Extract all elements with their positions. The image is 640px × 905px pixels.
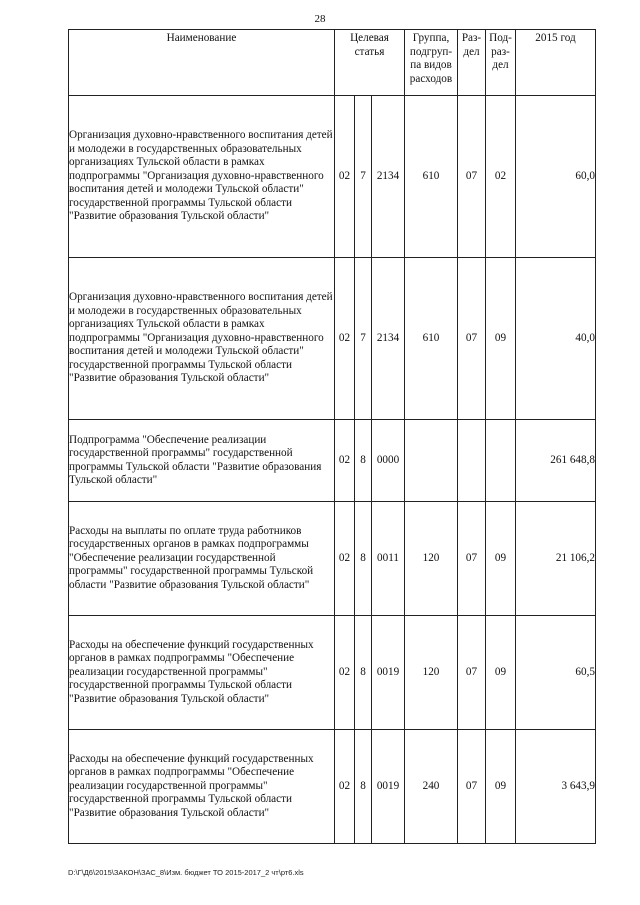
row-code-direction: 0000 — [372, 420, 405, 502]
header-section: Раз-дел — [458, 30, 486, 96]
row-subsection: 09 — [486, 258, 516, 420]
table-row — [69, 502, 596, 616]
row-section: 07 — [458, 502, 486, 616]
row-name: Расходы на обеспечение функций государственных органов в рамках подпрограммы "Обеспечение реализации государственной программы" государственной программы Тульской области "Развитие образования Тульской области" — [69, 730, 335, 844]
row-section: 07 — [458, 616, 486, 730]
row-code-subprogram: 7 — [355, 96, 372, 258]
row-code-subprogram: 7 — [355, 258, 372, 420]
row-group: 120 — [405, 616, 458, 730]
row-code-direction: 0019 — [372, 730, 405, 844]
row-amount: 60,5 — [516, 616, 596, 730]
row-section: 07 — [458, 96, 486, 258]
row-code-program: 02 — [335, 258, 355, 420]
row-group: 610 — [405, 258, 458, 420]
header-subsection: Под-раз-дел — [486, 30, 516, 96]
table-row — [69, 96, 596, 258]
table-row — [69, 420, 596, 502]
row-code-direction: 0011 — [372, 502, 405, 616]
row-code-subprogram: 8 — [355, 502, 372, 616]
row-group: 610 — [405, 96, 458, 258]
header-group: Группа, подгруп-па видов расходов — [405, 30, 458, 96]
row-amount: 60,0 — [516, 96, 596, 258]
row-name: Подпрограмма "Обеспечение реализации государственной программы" государственной программы Тульской области "Развитие образования Тульской области" — [69, 420, 335, 502]
row-code-subprogram: 8 — [355, 730, 372, 844]
row-section — [458, 420, 486, 502]
row-code-direction: 2134 — [372, 96, 405, 258]
row-group — [405, 420, 458, 502]
row-name: Организация духовно-нравственного воспитания детей и молодежи в государственных образовательных организациях Тульской области в рамках подпрограммы "Организация духовно-нравственного воспитания детей и молодежи Тульской области" государственной программы Тульской области "Развитие образования Тульской области" — [69, 96, 335, 258]
row-subsection: 09 — [486, 502, 516, 616]
row-group: 240 — [405, 730, 458, 844]
row-code-subprogram: 8 — [355, 616, 372, 730]
table-row — [69, 730, 596, 844]
row-code-direction: 2134 — [372, 258, 405, 420]
row-amount: 261 648,8 — [516, 420, 596, 502]
file-path-footer: D:\Г\Д6\2015\ЗАКОН\ЗАС_8\Изм. бюджет ТО 2015-2017_2 чт\рт6.xls — [68, 868, 304, 877]
header-target-article: Целевая статья — [335, 30, 405, 96]
table-header-row — [69, 30, 596, 96]
row-subsection — [486, 420, 516, 502]
row-code-program: 02 — [335, 730, 355, 844]
row-section: 07 — [458, 730, 486, 844]
row-code-program: 02 — [335, 502, 355, 616]
budget-table — [68, 29, 596, 844]
header-name: Наименование — [69, 30, 335, 96]
row-code-program: 02 — [335, 616, 355, 730]
row-code-program: 02 — [335, 420, 355, 502]
row-subsection: 02 — [486, 96, 516, 258]
row-name: Организация духовно-нравственного воспитания детей и молодежи в государственных образовательных организациях Тульской области в рамках подпрограммы "Организация духовно-нравственного воспитания детей и молодежи Тульской области" государственной программы Тульской области "Развитие образования Тульской области" — [69, 258, 335, 420]
row-subsection: 09 — [486, 730, 516, 844]
row-code-subprogram: 8 — [355, 420, 372, 502]
row-code-program: 02 — [335, 96, 355, 258]
row-amount: 40,0 — [516, 258, 596, 420]
table-row — [69, 616, 596, 730]
row-group: 120 — [405, 502, 458, 616]
row-code-direction: 0019 — [372, 616, 405, 730]
row-section: 07 — [458, 258, 486, 420]
row-subsection: 09 — [486, 616, 516, 730]
table-row — [69, 258, 596, 420]
row-name: Расходы на обеспечение функций государственных органов в рамках подпрограммы "Обеспечение реализации государственной программы" государственной программы Тульской области "Развитие образования Тульской области" — [69, 616, 335, 730]
row-amount: 21 106,2 — [516, 502, 596, 616]
row-name: Расходы на выплаты по оплате труда работников государственных органов в рамках подпрограммы "Обеспечение реализации государственной программы" государственной программы Тульской области "Развитие образования Тульской области" — [69, 502, 335, 616]
page-number: 28 — [314, 13, 326, 25]
header-year: 2015 год — [516, 30, 596, 96]
row-amount: 3 643,9 — [516, 730, 596, 844]
